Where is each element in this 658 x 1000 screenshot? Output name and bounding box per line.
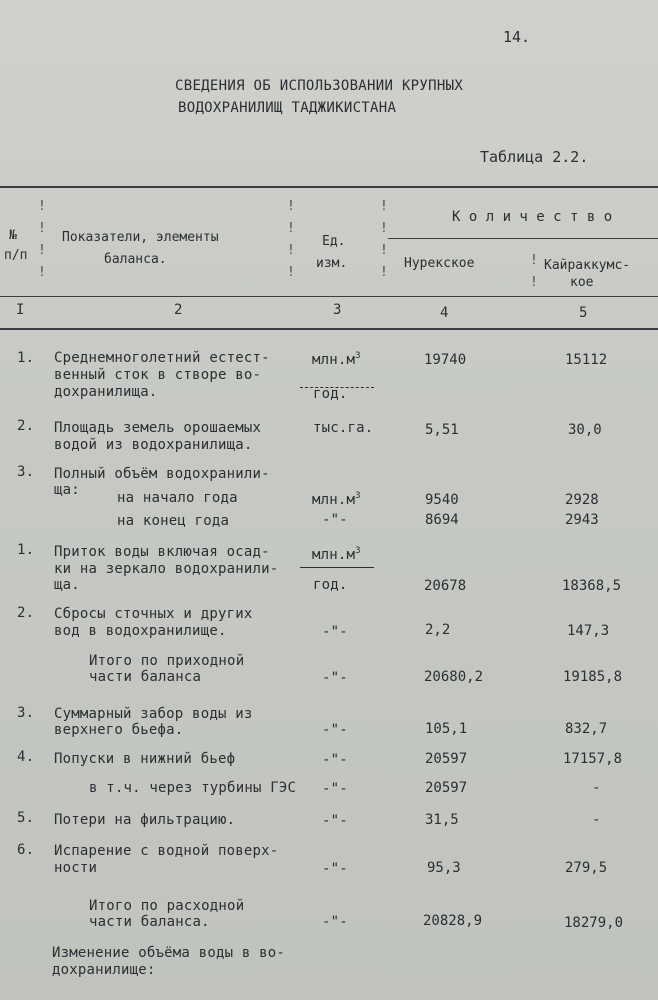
value-nurek: 8694 [425, 512, 459, 528]
value-kairakkum: 17157,8 [563, 751, 623, 767]
header-unit-2: изм. [316, 256, 348, 271]
column-number-rule [0, 328, 658, 330]
value-nurek: 20678 [424, 578, 467, 594]
header-nurek: Нурекское [404, 256, 475, 271]
row-indicator: дохранилища. [54, 384, 158, 400]
row-unit: -"- [322, 861, 348, 877]
column-number-4: 4 [440, 305, 449, 321]
row-unit: -"- [322, 781, 348, 797]
value-nurek: 19740 [424, 352, 467, 368]
row-indicator: водой из водохранилища. [54, 437, 253, 453]
row-indicator: Изменение объёма воды в во- [52, 945, 285, 961]
header-bottom-rule [0, 296, 658, 297]
value-nurek: 5,51 [425, 422, 459, 438]
column-separator: ! ! ! ! [38, 199, 46, 280]
row-indicator: ща: [54, 482, 80, 498]
header-unit: Ед. [322, 234, 346, 249]
row-indicator: ки на зеркало водохранили- [54, 561, 279, 577]
row-indicator: вод в водохранилище. [54, 623, 227, 639]
table-label: Таблица 2.2. [480, 148, 589, 166]
value-nurek: 105,1 [425, 721, 468, 737]
column-number-1: I [16, 302, 25, 318]
row-indicator: дохранилище: [52, 962, 156, 978]
row-unit: -"- [322, 512, 348, 528]
row-number: 1. [17, 542, 35, 558]
page-number: 14. [503, 28, 531, 46]
row-indicator: Потери на фильтрацию. [54, 812, 236, 828]
row-indicator: верхнего бьефа. [54, 722, 184, 738]
subtotal-label: Итого по приходной [89, 653, 245, 669]
column-separator: ! ! ! ! [287, 199, 295, 280]
value-nurek: 2,2 [425, 622, 451, 638]
quantity-under-rule [388, 238, 658, 239]
row-indicator: в т.ч. через турбины ГЭС [89, 780, 297, 796]
row-unit: -"- [322, 813, 348, 829]
row-sub-indicator: на конец года [117, 513, 230, 529]
header-kairakkum-2: кое [570, 275, 594, 290]
unit-fraction-line [300, 567, 374, 568]
document-title-line-1: СВЕДЕНИЯ ОБ ИСПОЛЬЗОВАНИИ КРУПНЫХ [175, 78, 464, 94]
value-kairakkum: 19185,8 [563, 669, 623, 685]
row-number: 3. [17, 705, 35, 721]
value-kairakkum: 18279,0 [564, 915, 624, 931]
document-title-line-2: ВОДОХРАНИЛИЩ ТАДЖИКИСТАНА [178, 100, 397, 116]
row-indicator: Сбросы сточных и других [54, 606, 253, 622]
value-kairakkum: - [592, 780, 601, 796]
row-indicator: Суммарный забор воды из [54, 706, 253, 722]
value-kairakkum: 2928 [565, 492, 599, 508]
row-number: 4. [17, 749, 35, 765]
row-indicator: Полный объём водохранили- [54, 466, 270, 482]
row-unit: $млн.м^3$ [312, 546, 361, 563]
row-unit: $млн.м^3$ [312, 351, 361, 368]
row-number: 2. [17, 605, 35, 621]
column-separator: ! ! ! ! [380, 199, 388, 280]
header-kairakkum: Кайраккумс- [544, 258, 631, 273]
row-unit: -"- [322, 624, 348, 640]
value-kairakkum: 832,7 [565, 721, 608, 737]
subtotal-label: части баланса. [89, 914, 210, 930]
value-nurek: 20597 [425, 780, 468, 796]
value-kairakkum: - [592, 812, 601, 828]
column-number-5: 5 [579, 305, 588, 321]
row-number: 2. [17, 418, 35, 434]
value-kairakkum: 2943 [565, 512, 599, 528]
subtotal-label: части баланса [89, 669, 202, 685]
row-unit: тыс.га. [313, 420, 374, 436]
row-number: 5. [17, 810, 35, 826]
header-quantity: К о л и ч е с т в о [452, 209, 613, 225]
row-unit: -"- [322, 914, 348, 930]
header-number: № [9, 228, 17, 243]
header-number-pp: п/п [4, 248, 28, 263]
value-nurek: 95,3 [427, 860, 461, 876]
value-nurek: 9540 [425, 492, 459, 508]
row-indicator: Приток воды включая осад- [54, 544, 270, 560]
row-indicator: Среднемноголетний естест- [54, 350, 270, 366]
row-unit: $млн.м^3$ [312, 491, 361, 508]
value-kairakkum: 147,3 [567, 623, 610, 639]
header-indicators: Показатели, элементы [62, 230, 219, 245]
row-unit: -"- [322, 752, 348, 768]
value-nurek: 31,5 [425, 812, 459, 828]
value-kairakkum: 279,5 [565, 860, 608, 876]
row-indicator: ща. [54, 577, 80, 593]
row-indicator: Площадь земель орошаемых [54, 420, 262, 436]
value-nurek: 20597 [425, 751, 468, 767]
table-top-rule [0, 186, 658, 188]
value-nurek: 20680,2 [424, 669, 484, 685]
value-kairakkum: 15112 [565, 352, 608, 368]
row-number: 6. [17, 842, 35, 858]
row-indicator: ности [54, 860, 98, 876]
row-unit-denominator: год. [313, 386, 348, 402]
row-unit: -"- [322, 670, 348, 686]
row-indicator: Испарение с водной поверх- [54, 843, 279, 859]
column-separator: ! ! [530, 253, 538, 290]
column-number-2: 2 [174, 302, 183, 318]
row-indicator: венный сток в створе во- [54, 367, 262, 383]
row-number: 1. [17, 350, 35, 366]
value-nurek: 20828,9 [423, 913, 483, 929]
column-number-3: 3 [333, 302, 342, 318]
value-kairakkum: 30,0 [568, 422, 602, 438]
subtotal-label: Итого по расходной [89, 898, 245, 914]
row-number: 3. [17, 464, 35, 480]
row-indicator: Попуски в нижний бьеф [54, 751, 236, 767]
row-sub-indicator: на начало года [117, 490, 238, 506]
row-unit: -"- [322, 722, 348, 738]
value-kairakkum: 18368,5 [562, 578, 622, 594]
header-indicators-2: баланса. [104, 252, 167, 267]
row-unit-denominator: год. [313, 577, 348, 593]
